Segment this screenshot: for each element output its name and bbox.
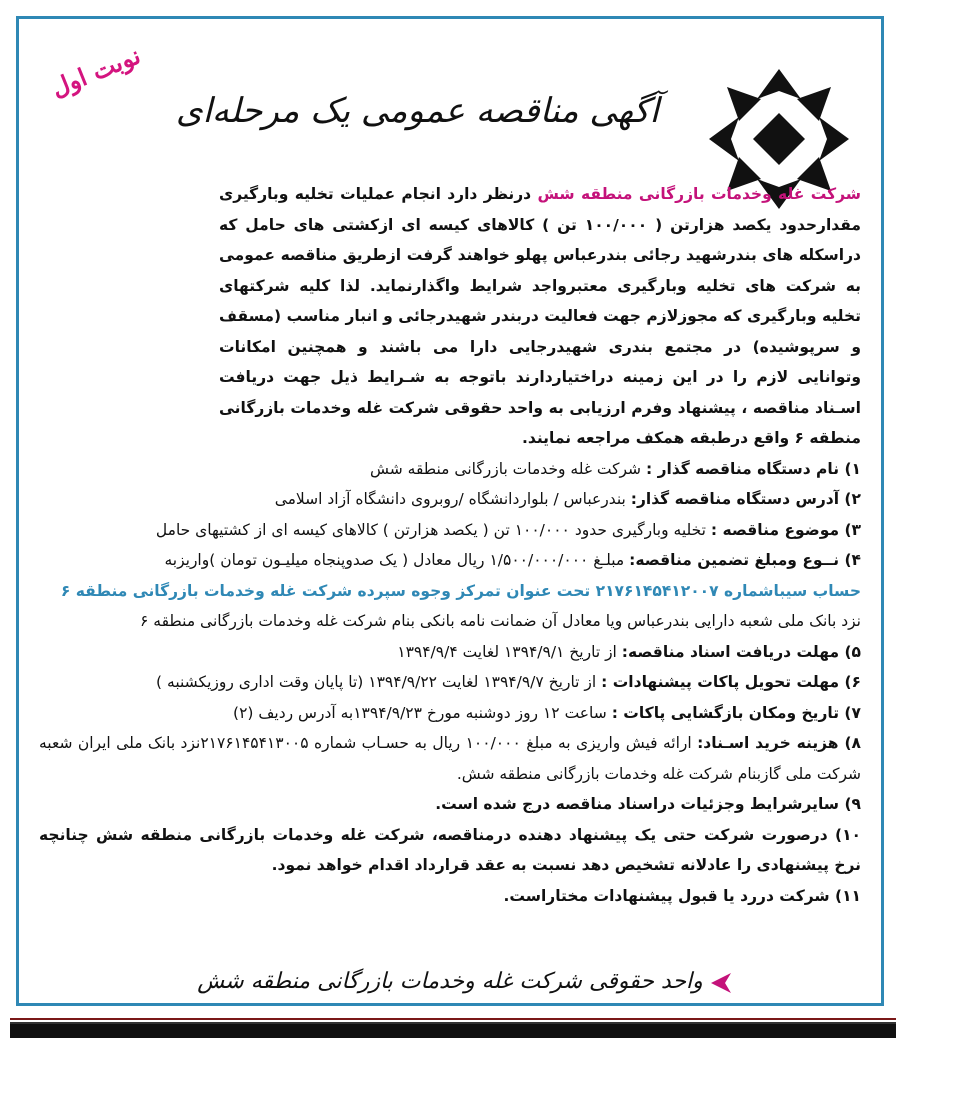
- list-item: ۱) نام دستگاه مناقصه گذار : شرکت غله وخدمات بازرگانی منطقه شش: [369, 459, 861, 478]
- list-item: ۳) موضوع مناقصه : تخلیه وبارگیری حدود ۱۰۰/۰۰۰ تن ( یکصد هزارتن ) کالاهای کیسه ای از کشتیهای حامل: [155, 520, 861, 539]
- signature: واحد حقوقی شرکت غله وخدمات بازرگانی منطقه شش: [197, 969, 703, 994]
- notice-title: آگهی مناقصه عمومی یک مرحله‌ای: [175, 91, 659, 131]
- notice-frame: [16, 16, 884, 1006]
- list-item: ۱۱) شرکت دررد یا قبول پیشنهادات مختاراست.: [503, 886, 861, 905]
- intro-text: درنظر دارد انجام عملیات تخلیه وبارگیری مقدارحدود یکصد هزارتن ( ۱۰۰/۰۰۰ تن ) کالاهای کیسه ای ازکشتی های حامل که دراسکله های بندرشهید رجائی بندرعباس پهلو خواهند گرفت ازطریق مناقصه عمومی به شرکت های تخلیه وبارگیری معتبرواجد شرایط واگذارنماید. لذا کلیه شرکتهای تخلیه وبارگیری که مجوزلازم جهت فعالیت دربندر شهیدرجائی و انبار مناسب (مسقف و سرپوشیده) در مجتمع بندری شهیدرجایی دارا می باشند و همچنین امکانات وتوانایی لازم را در این زمینه دراختیاردارند باتوجه به شـرایط ذیل جهت دریافت اسـناد مناقصه ، پیشنهاد وفرم ارزیابی به واحد حقوقی شرکت غله وخدمات بازرگانی منطقه ۶ واقع درطبقه همکف مراجعه نمایند.: [219, 185, 861, 447]
- list-item: ۱۰) درصورت شرکت حتی یک پیشنهاد دهنده درمناقصه، شرکت غله وخدمات بازرگانی منطقه شش چنانچه نرخ پیشنهادی را عادلانه تشخیص دهد نسبت به عقد قرارداد اقدام خواهد نمود.: [39, 825, 861, 874]
- bottom-divider: [10, 1022, 896, 1038]
- list-item: ۵) مهلت دریافت اسناد مناقصه: از تاریخ ۱۳۹۴/۹/۱ لغایت ۱۳۹۴/۹/۴: [397, 642, 861, 661]
- first-round-badge: نوبت اول: [46, 40, 145, 103]
- list-item: نزد بانک ملی شعبه دارایی بندرعباس ویا معادل آن ضمانت نامه بانکی بنام شرکت غله وخدمات بازرگانی منطقه ۶: [140, 612, 861, 630]
- list-item: ۴) نــوع ومبلغ تضمین مناقصه: مبلـغ ۱/۵۰۰/۰۰۰/۰۰۰ ریال معادل ( یک صدوپنجاه میلیـون تومان )واریزبه: [164, 551, 861, 569]
- list-item: ۸) هزینه خرید اسـناد: ارائه فیش واریزی به مبلغ ۱۰۰/۰۰۰ ریال به حسـاب شماره ۲۱۷۶۱۴۵۴۱۳۰۰۵نزد بانک ملی ایران شعبه شرکت ملی گازبنام شرکت غله وخدمات بازرگانی منطقه شش.: [39, 734, 861, 783]
- list-item: ۶) مهلت تحویل پاکات پیشنهادات : از تاریخ ۱۳۹۴/۹/۷ لغایت ۱۳۹۴/۹/۲۲ (تا پایان وقت اداری روزیکشنبه ): [156, 673, 861, 691]
- account-line: حساب سیباشماره ۲۱۷۶۱۴۵۴۱۲۰۰۷ تحت عنوان تمرکز وجوه سپرده شرکت غله وخدمات بازرگانی منطقه ۶: [60, 581, 861, 600]
- list-item: ۹) سایرشرایط وجزئیات دراسناد مناقصه درج شده است.: [435, 795, 861, 813]
- intro-paragraph: [39, 179, 861, 454]
- company-name: شرکت غله وخدمات بازرگانی منطقه شش: [537, 185, 862, 203]
- list-item: ۲) آدرس دستگاه مناقصه گذار: بندرعباس / بلواردانشگاه /روبروی دانشگاه آزاد اسلامی: [274, 490, 861, 508]
- notice-body: [39, 179, 861, 911]
- list-item: ۷) تاریخ ومکان بازگشایی پاکات : ساعت ۱۲ روز دوشنبه مورخ ۱۳۹۴/۹/۲۳به آدرس ردیف (۲): [233, 703, 861, 722]
- signature-row: [39, 969, 861, 994]
